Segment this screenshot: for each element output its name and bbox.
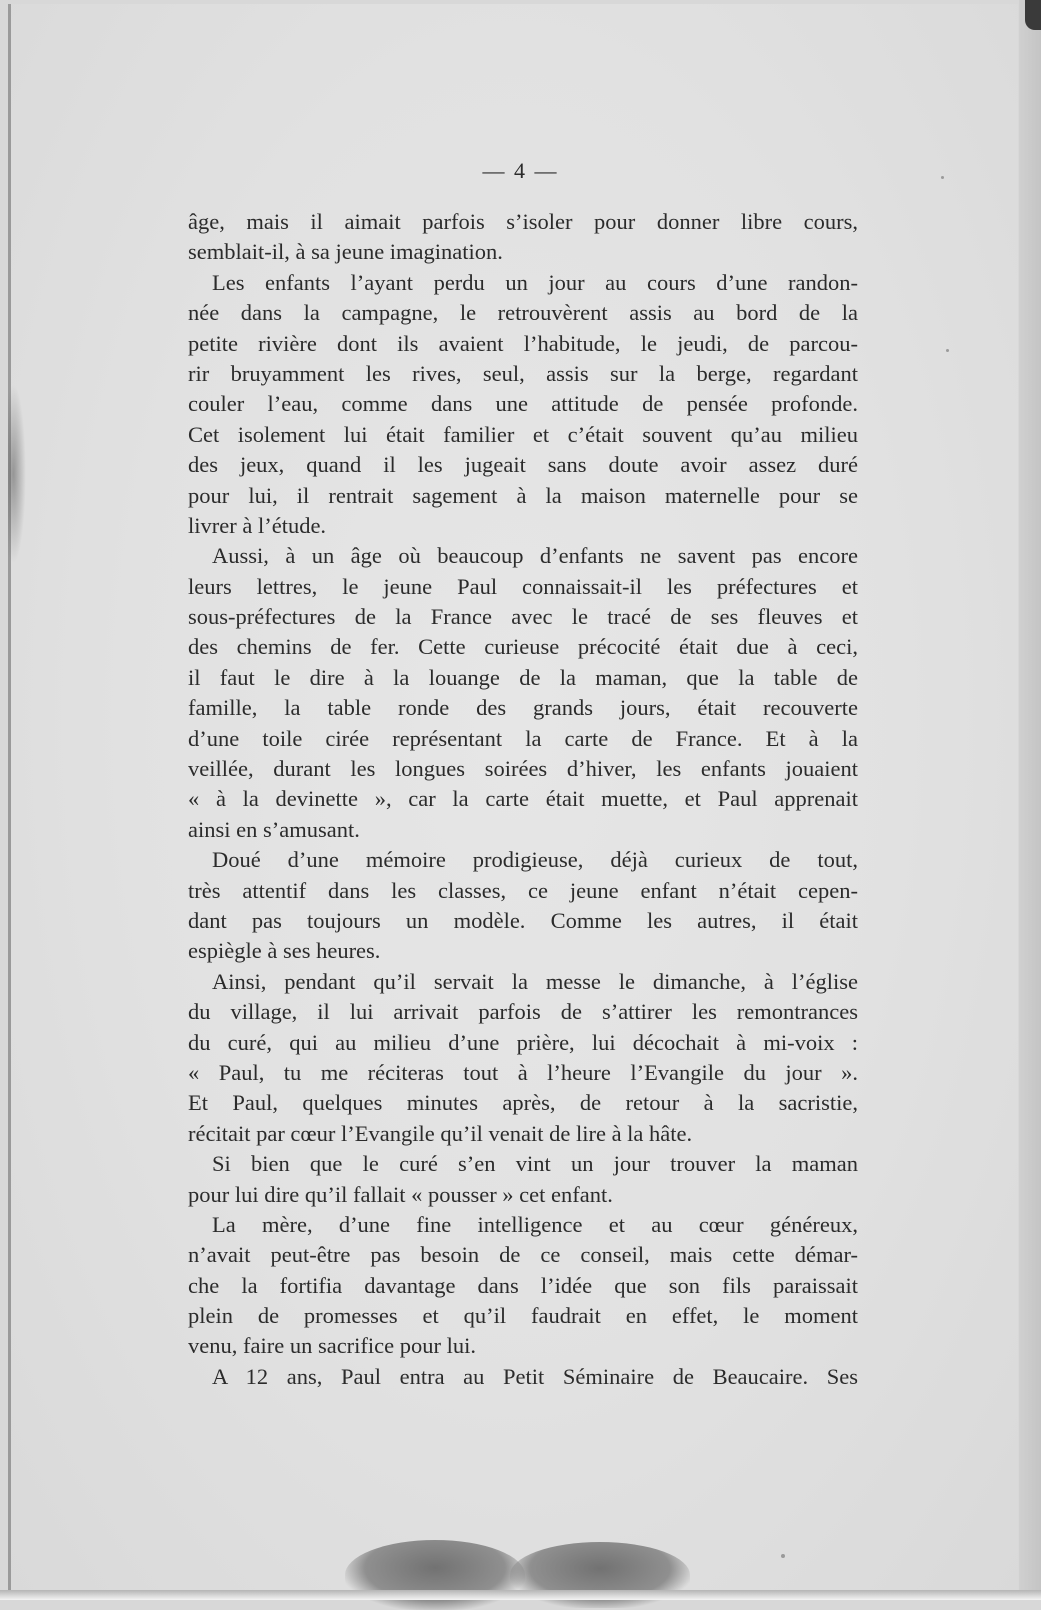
text-line: venu, faire un sacrifice pour lui. bbox=[188, 1333, 477, 1359]
page-edge-right bbox=[1019, 0, 1041, 1600]
text-line: « Paul, tu me réciteras tout à l’heure l’Evangile du jour ». bbox=[188, 1059, 858, 1085]
text-line: Ainsi, pendant qu’il servait la messe le dimanche, à l’église bbox=[212, 968, 858, 994]
text-line: pour lui dire qu’il fallait « pousser » cet enfant. bbox=[188, 1181, 613, 1207]
text-line: née dans la campagne, le retrouvèrent assis au bord de la bbox=[188, 300, 858, 326]
text-line: A 12 ans, Paul entra au Petit Séminaire de Beaucaire. Ses bbox=[212, 1363, 858, 1389]
text-line: leurs lettres, le jeune Paul connaissait-il les préfectures et bbox=[188, 573, 858, 599]
page-edge-bottom bbox=[0, 1590, 1041, 1600]
text-line: âge, mais il aimait parfois s’isoler pour donner libre cours, bbox=[188, 209, 858, 234]
text-line: che la fortifia davantage dans l’idée que son fils paraissait bbox=[188, 1272, 858, 1298]
text-line: d’une toile cirée représentant la carte de France. Et à la bbox=[188, 725, 858, 751]
text-line: dant pas toujours un modèle. Comme les autres, il était bbox=[188, 907, 858, 933]
text-line: Les enfants l’ayant perdu un jour au cours d’une randon- bbox=[212, 269, 858, 295]
text-line: du curé, qui au milieu d’une prière, lui décochait à mi-voix : bbox=[188, 1029, 858, 1055]
text-line: « à la devinette », car la carte était muette, et Paul apprenait bbox=[188, 786, 858, 812]
text-line: couler l’eau, comme dans une attitude de pensée profonde. bbox=[188, 391, 858, 417]
page-number: — 4 — bbox=[482, 158, 559, 183]
text-line: des jeux, quand il les jugeait sans doute avoir assez duré bbox=[188, 452, 858, 478]
text-line: veillée, durant les longues soirées d’hiver, les enfants jouaient bbox=[188, 756, 858, 782]
text-line: semblait-il, à sa jeune imagination. bbox=[188, 239, 503, 265]
text-line: famille, la table ronde des grands jours, était recouverte bbox=[188, 695, 858, 721]
text-line: n’avait peut-être pas besoin de ce conseil, mais cette démar- bbox=[188, 1242, 858, 1268]
text-line: pour lui, il rentrait sagement à la maison maternelle pour se bbox=[188, 482, 858, 508]
text-line: Doué d’une mémoire prodigieuse, déjà curieux de tout, bbox=[212, 847, 858, 873]
paper-speck bbox=[781, 1554, 785, 1558]
text-line: Si bien que le curé s’en vint un jour trouver la maman bbox=[212, 1151, 858, 1177]
text-line: Cet isolement lui était familier et c’était souvent qu’au milieu bbox=[188, 421, 858, 447]
paper-speck bbox=[946, 349, 949, 352]
text-line: petite rivière dont ils avaient l’habitude, le jeudi, de parcou- bbox=[188, 330, 858, 356]
text-line: rir bruyamment les rives, seul, assis sur la berge, regardant bbox=[188, 360, 858, 386]
body-text bbox=[188, 207, 858, 1392]
text-line: il faut le dire à la louange de la maman, que la table de bbox=[188, 664, 858, 690]
text-line: ainsi en s’amusant. bbox=[188, 816, 360, 842]
text-line: très attentif dans les classes, ce jeune enfant n’était cepen- bbox=[188, 877, 858, 903]
text-line: plein de promesses et qu’il faudrait en effet, le moment bbox=[188, 1303, 858, 1329]
text-line: Et Paul, quelques minutes après, de retour à la sacristie, bbox=[188, 1090, 858, 1116]
text-line: La mère, d’une fine intelligence et au cœur généreux, bbox=[212, 1211, 858, 1237]
text-line: du village, il lui arrivait parfois de s’attirer les remontrances bbox=[188, 999, 858, 1025]
text-line: livrer à l’étude. bbox=[188, 512, 327, 538]
text-line: sous-préfectures de la France avec le tracé de ses fleuves et bbox=[188, 604, 858, 630]
text-line: espiègle à ses heures. bbox=[188, 938, 381, 964]
text-line: Aussi, à un âge où beaucoup d’enfants ne savent pas encore bbox=[212, 543, 858, 569]
text-line: récitait par cœur l’Evangile qu’il venait de lire à la hâte. bbox=[188, 1120, 693, 1146]
text-line: des chemins de fer. Cette curieuse précocité était due à ceci, bbox=[188, 634, 858, 660]
